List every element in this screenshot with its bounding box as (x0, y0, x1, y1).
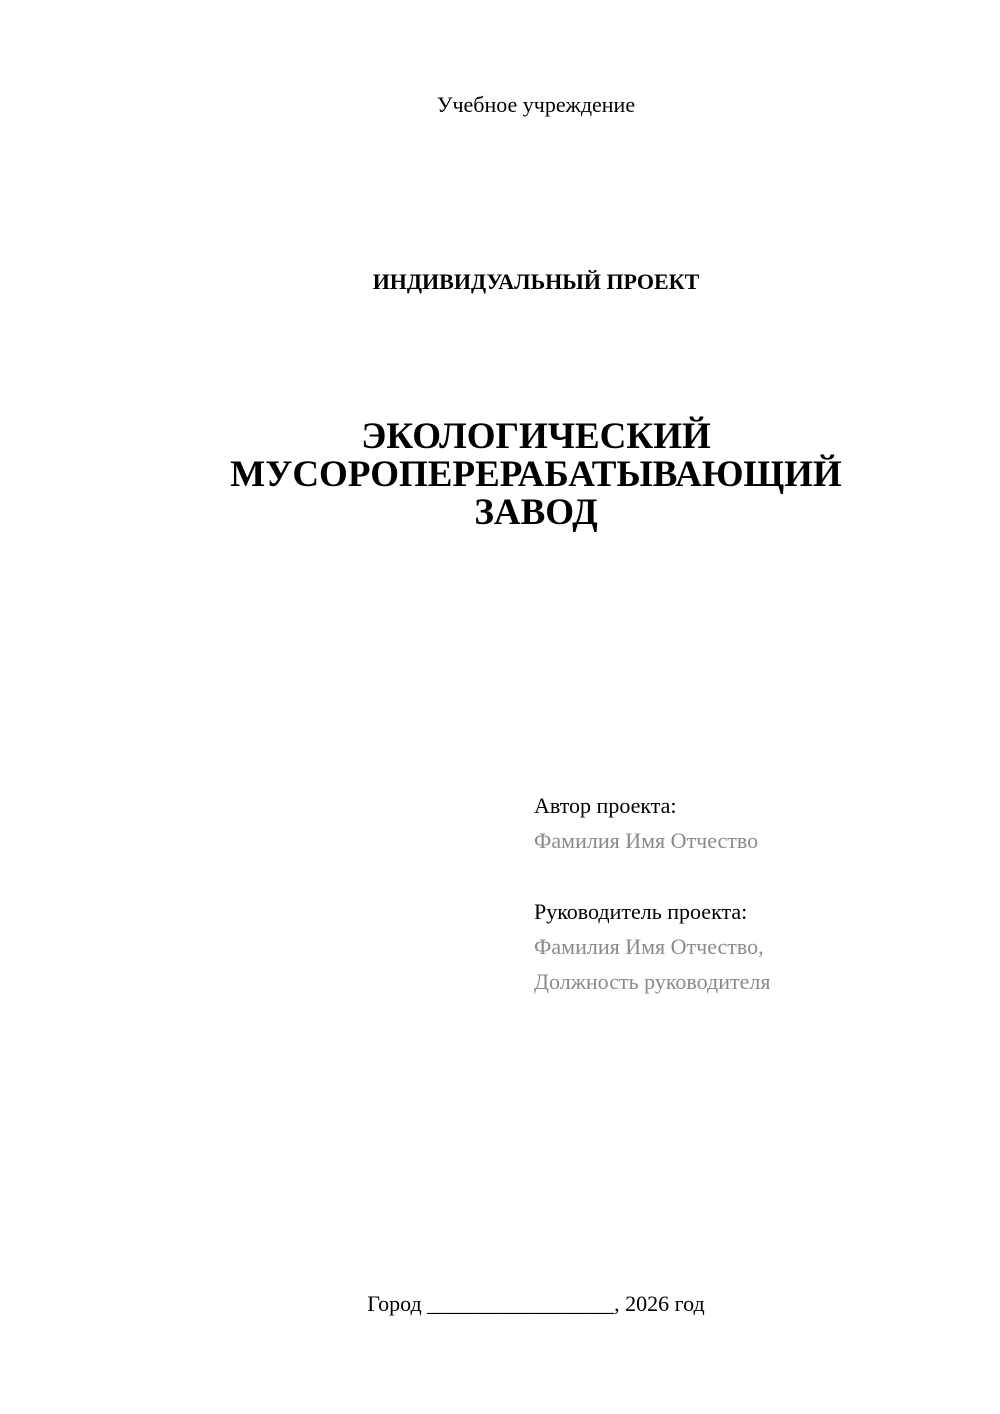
supervisor-name-placeholder: Фамилия Имя Отчество, (534, 934, 764, 959)
document-title (0, 418, 1000, 532)
credits-block (534, 788, 770, 999)
title-line: ЭКОЛОГИЧЕСКИЙ (361, 416, 711, 457)
project-type-heading: ИНДИВИДУАЛЬНЫЙ ПРОЕКТ (372, 269, 700, 294)
institution-name: Учебное учреждение (436, 92, 636, 117)
supervisor-label: Руководитель проекта: (534, 899, 748, 924)
title-line: ЗАВОД (474, 492, 598, 533)
credits-spacer (534, 858, 770, 894)
author-label: Автор проекта: (534, 793, 677, 818)
author-name-placeholder: Фамилия Имя Отчество (534, 828, 759, 853)
title-line: МУСОРОПЕРЕРАБАТЫВАЮЩИЙ (230, 454, 842, 495)
supervisor-position-placeholder: Должность руководителя (534, 969, 771, 994)
city-year-footer: Город _________________, 2026 год (367, 1291, 705, 1316)
